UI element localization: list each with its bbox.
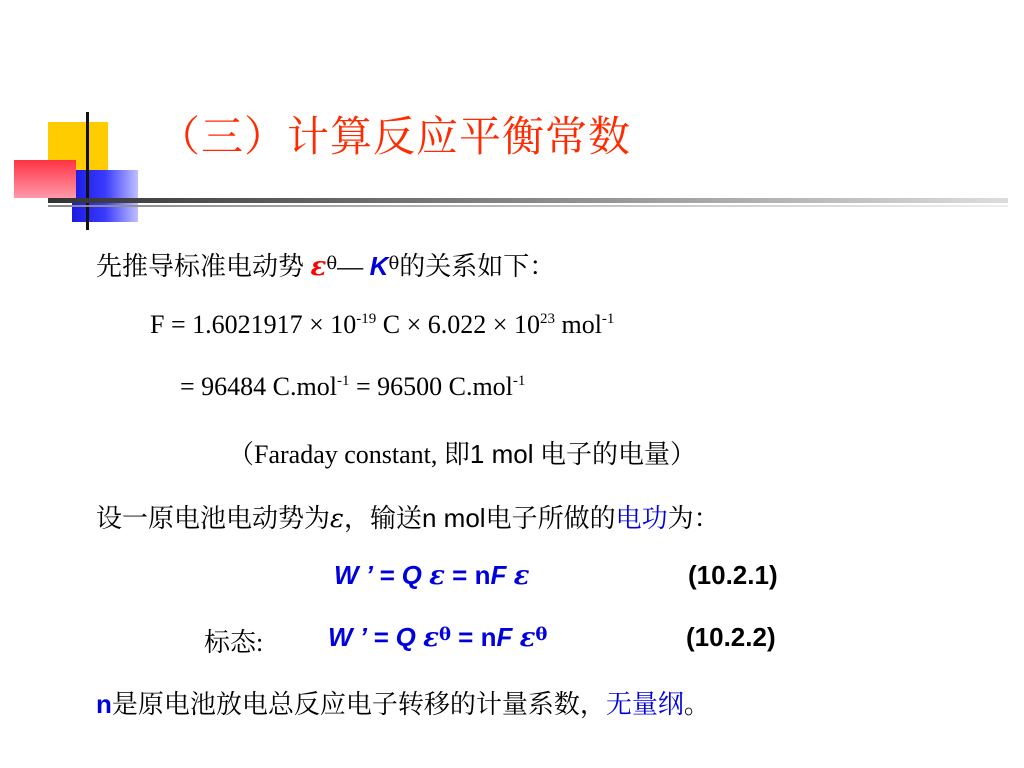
intro-line: 先推导标准电动势 $\varepsilon^\theta—$ $K^\theta$的关系如下：	[96, 251, 556, 282]
logo-vertical-line	[86, 112, 89, 230]
equation-10-2-1: W ’ = Q ε = nF ε	[334, 560, 530, 591]
k-symbol: K	[369, 251, 389, 281]
title-underline	[48, 198, 1008, 203]
faraday-note: （Faraday constant, 即1 mol 电子的电量）	[228, 439, 696, 469]
equation-10-2-2: W ’ = Q $\varepsilon^\theta$ = nF $\varepsilon^\theta$	[328, 622, 548, 653]
cell-work-sentence: 设一原电池电动势为ε，输送n mol电子所做的电功为：	[96, 503, 720, 534]
logo-blue-square	[72, 170, 138, 222]
n-definition: n是原电池放电总反应电子转移的计量系数，无量纲。	[96, 689, 710, 719]
standard-state-label: 标态:	[204, 628, 264, 657]
highlight-dimensionless: 无量纲	[605, 690, 684, 719]
title-underline-shadow	[48, 205, 1008, 207]
epsilon-symbol: ε	[310, 252, 327, 282]
faraday-result: = 96484 C.mol$^{-1}$ = 96500 C.mol$^{-1}$	[180, 372, 526, 401]
highlight-electric-work: 电功	[615, 504, 668, 533]
slide-title: （三）计算反应平衡常数	[158, 115, 632, 161]
logo-red-square	[14, 160, 76, 198]
equation-number-10-2-1: (10.2.1)	[688, 560, 778, 590]
faraday-calculation: $F = 1.6021917 \times 10^{-19}$ $C \times 6.022 \times 10^{23}$ mol$^{-1}$	[150, 310, 615, 339]
equation-number-10-2-2: (10.2.2)	[686, 622, 776, 652]
